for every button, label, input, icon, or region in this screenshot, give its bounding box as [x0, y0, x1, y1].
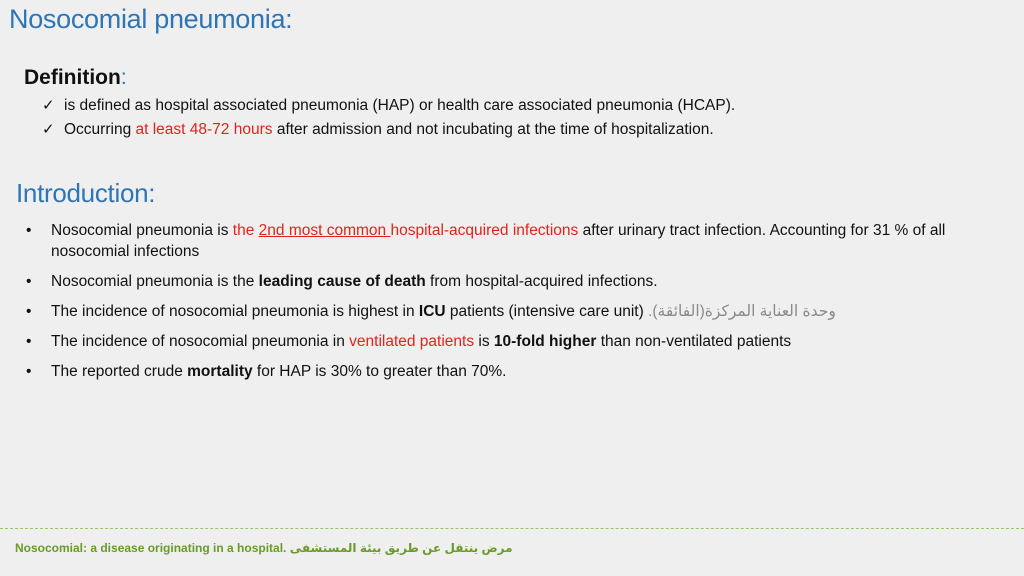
definition-heading-text: Definition	[24, 66, 121, 89]
bullet-item	[26, 271, 1006, 292]
definition-item-text: is defined as hospital associated pneumonia (HAP) or health care associated pneumonia (HCAP).	[64, 97, 736, 114]
bullet-icon: •	[26, 222, 32, 239]
bullet-icon: •	[26, 363, 32, 380]
footer-divider	[0, 528, 1024, 529]
definition-heading	[24, 66, 127, 90]
bullet-text: Nosocomial pneumonia is the 2nd most common hospital-acquired infections after urinary tract infection. Accounting for 31 % of all nosocomial infections	[51, 222, 946, 260]
bullet-text: The reported crude mortality for HAP is 30% to greater than 70%.	[51, 363, 507, 380]
bullet-icon: •	[26, 273, 32, 290]
definition-item	[42, 94, 735, 118]
checkmark-icon: ✓	[42, 97, 55, 114]
footer-note: Nosocomial: a disease originating in a hospital. مرض ينتقل عن طريق بيئة المستشفى	[15, 541, 513, 555]
checkmark-icon: ✓	[42, 121, 55, 138]
bullet-item	[26, 301, 1006, 322]
slide-title: Nosocomial pneumonia:	[9, 4, 293, 34]
bullet-icon: •	[26, 303, 32, 320]
introduction-bullets	[26, 220, 1006, 391]
bullet-text: The incidence of nosocomial pneumonia in ventilated patients is 10-fold higher than non-ventilated patients	[51, 333, 792, 350]
bullet-item	[26, 331, 1006, 352]
introduction-heading: Introduction:	[16, 178, 156, 208]
bullet-item	[26, 361, 1006, 382]
definition-item-text: Occurring at least 48-72 hours after admission and not incubating at the time of hospitalization.	[64, 121, 714, 138]
bullet-item	[26, 220, 1006, 262]
definition-colon: :	[120, 66, 127, 89]
bullet-icon: •	[26, 333, 32, 350]
bullet-text: Nosocomial pneumonia is the leading cause of death from hospital-acquired infections.	[51, 273, 658, 290]
definition-item	[42, 118, 735, 142]
definition-checklist	[42, 94, 735, 142]
bullet-text: The incidence of nosocomial pneumonia is highest in ICU patients (intensive care unit) وحدة العناية المركزة(الفائقة).	[51, 303, 836, 320]
